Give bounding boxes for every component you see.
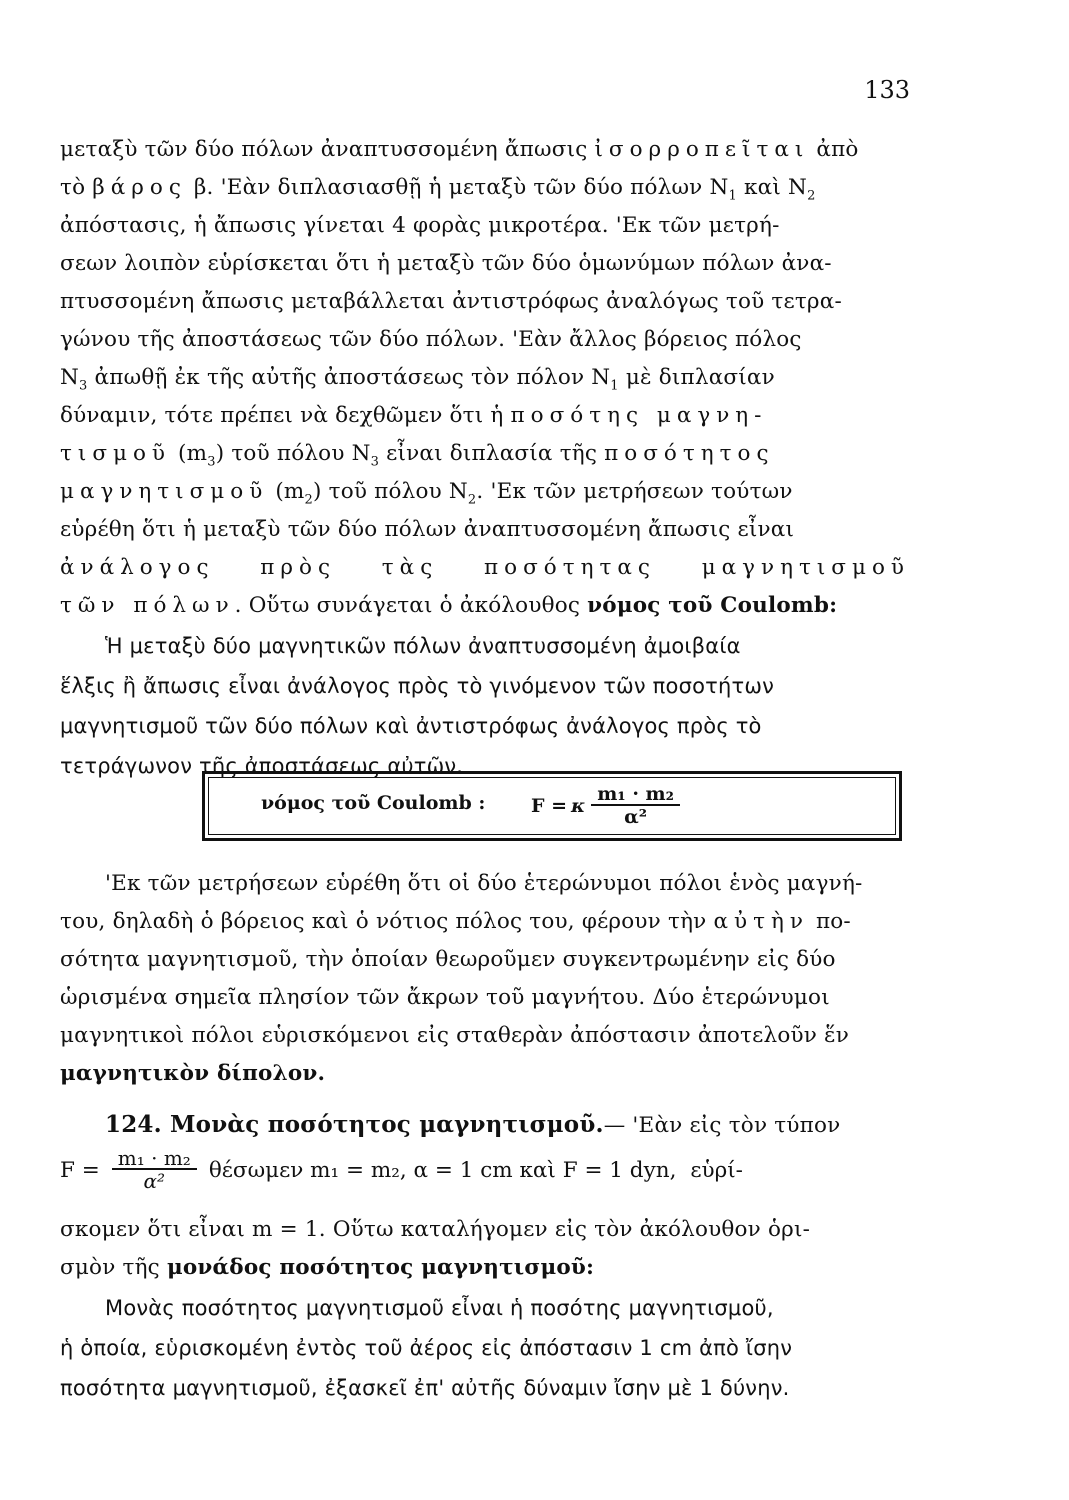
text-line: μαγνητικοὶ πόλοι εὑρισκόμενοι εἰς σταθερὰν ἀπόστασιν ἀποτελοῦν ἕν — [60, 1023, 850, 1048]
text-line: 'Εκ τῶν μετρήσεων εὑρέθη ὅτι οἱ δύο ἑτερώνυμοι πόλοι ἑνὸς μαγνή- — [105, 871, 863, 896]
law-line: τετράγωνον τῆς ἀποστάσεως αὐτῶν. — [60, 754, 464, 778]
text-line: εὑρέθη ὅτι ἡ μεταξὺ τῶν δύο πόλων ἀναπτυσσομένη ἄπωσις εἶναι — [60, 517, 795, 542]
law-line: ἕλξις ἢ ἄπωσις εἶναι ἀνάλογος πρὸς τὸ γινόμενον τῶν ποσοτήτων — [60, 674, 775, 698]
eq-numerator: m₁ · m₂ — [112, 1148, 197, 1170]
law-line: μαγνητισμοῦ τῶν δύο πόλων καὶ ἀντιστρόφως ἀνάλογος πρὸς τὸ — [60, 714, 762, 738]
formula-label: νόμος τοῦ Coulomb : — [261, 792, 486, 814]
definition-line: ποσότητα μαγνητισμοῦ, ἐξασκεῖ ἐπ' αὐτῆς δύναμιν ἴσην μὲ 1 δύνην. — [60, 1376, 790, 1400]
text-line: γώνου τῆς ἀποστάσεως τῶν δύο πόλων. 'Εὰν ἄλλος βόρειος πόλος — [60, 327, 802, 352]
text-line: $N_3$ ἀπωθῇ ἐκ τῆς αὐτῆς ἀποστάσεως τὸν πόλον $N_1$ μὲ διπλασίαν — [60, 365, 775, 394]
text-line: ὡρισμένα σημεῖα πλησίον τῶν ἄκρων τοῦ μαγνήτου. Δύο ἑτερώνυμοι — [60, 985, 830, 1010]
formula-lhs: F = — [531, 795, 568, 817]
formula-denominator: α² — [624, 806, 648, 828]
text-line: δύναμιν, τότε πρέπει νὰ δεχθῶμεν ὅτι ἡ ποσότης μαγνη- — [60, 403, 768, 428]
coulomb-formula — [531, 781, 680, 831]
section-heading: 124. Μονὰς ποσότητος μαγνητισμοῦ. — [105, 1111, 604, 1138]
text-line: σκομεν ὅτι εἶναι m = 1. Οὕτω καταλήγομεν εἰς τὸν ἀκόλουθον ὁρι- — [60, 1217, 811, 1242]
text-line: ἀπόστασις, ἡ ἄπωσις γίνεται 4 φορὰς μικροτέρα. 'Εκ τῶν μετρή- — [60, 213, 780, 238]
page-number: 133 — [864, 76, 910, 104]
law-line: Ἡ μεταξὺ δύο μαγνητικῶν πόλων ἀναπτυσσομένη ἀμοιβαία — [105, 634, 741, 658]
text-line: μαγνητικὸν δίπολον. — [60, 1061, 326, 1086]
definition-line: ἡ ὁποία, εὑρισκομένη ἐντὸς τοῦ ἀέρος εἰς ἀπόστασιν 1 cm ἀπὸ ἴσην — [60, 1336, 793, 1360]
coulomb-law-box — [202, 771, 902, 841]
section-heading-line: 124. Μονὰς ποσότητος μαγνητισμοῦ.— 'Εὰν εἰς τὸν τύπον — [105, 1111, 841, 1138]
text-line: μεταξὺ τῶν δύο πόλων ἀναπτυσσομένη ἄπωσις ἰσορροπεῖται ἀπὸ — [60, 137, 859, 162]
text-line: του, δηλαδὴ ὁ βόρειος καὶ ὁ νότιος πόλος του, φέρουν τὴν αὐτὴν πο- — [60, 909, 851, 934]
text-line: σεων λοιπὸν εὑρίσκεται ὅτι ἡ μεταξὺ τῶν δύο ὁμωνύμων πόλων ἀνα- — [60, 251, 832, 276]
eq-lhs: F = — [60, 1157, 100, 1183]
formula-numerator: m₁ · m₂ — [591, 784, 680, 806]
eq-fraction — [112, 1148, 197, 1192]
text-line: σότητα μαγνητισμοῦ, τὴν ὁποίαν θεωροῦμεν συγκεντρωμένην εἰς δύο — [60, 947, 836, 972]
definition-line: Μονὰς ποσότητος μαγνητισμοῦ εἶναι ἡ ποσότης μαγνητισμοῦ, — [105, 1296, 774, 1320]
eq-continuation: εὑρί- — [690, 1157, 743, 1183]
text-line: πτυσσομένη ἄπωσις μεταβάλλεται ἀντιστρόφως ἀναλόγως τοῦ τετρα- — [60, 289, 842, 314]
eq-denominator: α² — [143, 1169, 166, 1193]
text-line: τῶν πόλων. Οὕτω συνάγεται ὁ ἀκόλουθος νόμος τοῦ Coulomb: — [60, 593, 838, 618]
formula-constant: κ — [571, 795, 586, 817]
text-line: τὸ βάρος β. 'Εὰν διπλασιασθῇ ἡ μεταξὺ τῶν δύο πόλων $N_1$ καὶ $N_2$ — [60, 175, 816, 204]
text-line: σμὸν τῆς μονάδος ποσότητος μαγνητισμοῦ: — [60, 1255, 595, 1280]
text-line: τισμοῦ $(m_3)$ τοῦ πόλου $N_3$ εἶναι διπλασία τῆς ποσότητος — [60, 441, 775, 470]
text-line: μαγνητισμοῦ $(m_2)$ τοῦ πόλου $N_2$. 'Εκ τῶν μετρήσεων τούτων — [60, 479, 793, 508]
formula-fraction — [591, 784, 680, 828]
eq-condition: θέσωμεν m₁ = m₂, α = 1 cm καὶ F = 1 dyn, — [208, 1157, 677, 1183]
text-line: ἀνάλογος πρὸς τὰς ποσότητας μαγνητισμοῦ — [60, 555, 910, 580]
unit-equation-line — [60, 1140, 910, 1200]
